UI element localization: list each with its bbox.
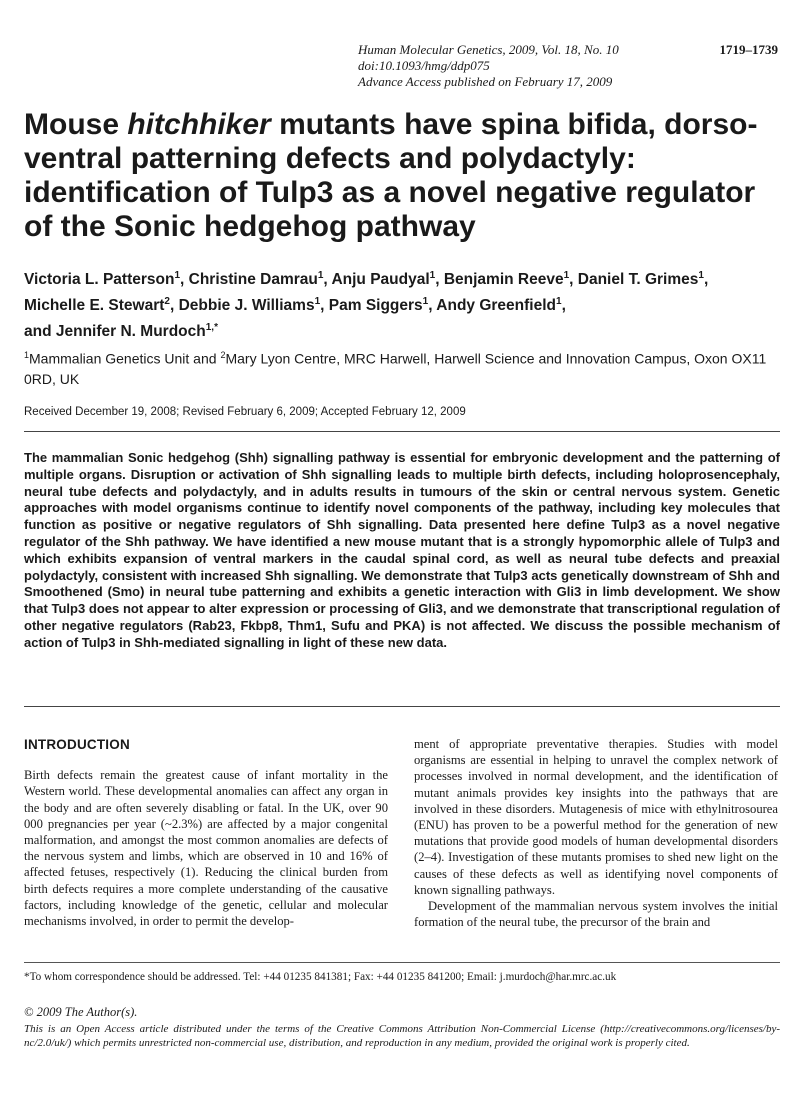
footnote-divider [24,962,780,963]
affiliation-marker-1: 1 [24,350,30,360]
license-statement: This is an Open Access article distributed under the terms of the Creative Commons Attribution Non-Commercial License (http://creativecommons.org/licenses/by-nc/2.0/uk/) which permits unrestricted non-commercial use, distribution, and reproduction in any medium, provided the original work is properly cited. [24,1023,780,1049]
paragraph: Birth defects remain the greatest cause of infant mortality in the Western world. These developmental anomalies can affect any organ in the body and are often severely disabling or fatal. In the UK, over 90 000 pregnancies per year (~2.3%) are affected by a major congenital malformation, and amongst the most common anomalies are defects of the nervous system and limbs, which are observed in 10 and 16% of affected fetuses, respectively (1). Reducing the clinical burden from birth defects requires a more complete understanding of the causative factors, including knowledge of the genetic, cellular and molecular mechanisms involved, in order to permit the develop- [24,768,388,929]
author-affiliation-marker: 1,* [205,322,218,334]
author-affiliation-marker: 1 [556,296,562,308]
divider [24,431,780,432]
title-italic: hitchhiker [127,108,271,141]
title-part1: Mouse [24,108,128,141]
author-name: Jennifer N. Murdoch [55,323,206,341]
author-list: Victoria L. Patterson$^1$, Christine Damrau$^1$, Anju Paudyal$^1$, Benjamin Reeve$^1$, Daniel T. Grimes$^1$, Michelle E. Stewart$^2$, Debbie J. Williams$^1$, Pam Siggers$^1$, Andy Greenfield$^1$, and Jennifer N. Murdoch$^{1,*}$ [24,270,709,341]
title-part2: mutants have spina bifida, dorso-ventral patterning defects and polydactyly: identification of Tulp3 as a novel negative regulator of the Sonic hedgehog pathway [24,108,758,243]
author-name: Anju Paudyal [331,271,430,289]
author-name: Debbie J. Williams [178,297,315,315]
journal-citation: Human Molecular Genetics, 2009, Vol. 18, No. 10 [358,42,619,57]
doi: doi:10.1093/hmg/ddp075 [358,58,490,73]
author-name: Benjamin Reeve [443,271,564,289]
author-name: Daniel T. Grimes [577,271,699,289]
affiliation-unit-2: Mary Lyon Centre, MRC Harwell, Harwell Science and Innovation Campus, Oxon OX11 0RD, UK [24,350,767,387]
author-affiliation-marker: 1 [317,270,324,281]
author-affiliation-marker: 1 [174,270,181,281]
author-name: Victoria L. Patterson [24,271,175,289]
correspondence-footnote: *To whom correspondence should be addressed. Tel: +44 01235 841381; Fax: +44 01235 841200; Email: j.murdoch@har.mrc.ac.uk [24,971,617,983]
affiliation-unit-1: Mammalian Genetics Unit and [29,350,221,367]
author-affiliation-marker: 2 [164,296,170,308]
author-affiliation-marker: 1 [429,270,436,281]
author-affiliation-marker: 1 [314,296,321,308]
author-affiliation-marker: 1 [698,270,704,281]
journal-header [358,42,778,90]
section-heading-introduction: INTRODUCTION [24,737,130,752]
affiliation-marker-2: 2 [220,350,226,360]
copyright: © 2009 The Author(s). [24,1005,138,1019]
body-column-right [414,736,778,930]
author-name: Christine Damrau [188,271,318,289]
paragraph: Development of the mammalian nervous system involves the initial formation of the neural tube, the precursor of the brain and [414,899,778,930]
author-name: Michelle E. Stewart [24,297,165,315]
author-conjunction: and [24,323,56,341]
abstract: The mammalian Sonic hedgehog (Shh) signalling pathway is essential for embryonic development and the patterning of multiple organs. Disruption or activation of Shh signalling leads to multiple birth defects, including holoprosencephaly, neural tube defects and polydactyly, and in adults results in tumours of the skin or central nervous system. Genetic approaches with model organisms continue to identify novel components of the pathway, including key molecules that function as positive or negative regulators of Shh signalling. Data presented here define Tulp3 as a novel negative regulator of the Shh pathway. We have identified a new mouse mutant that is a strongly hypomorphic allele of Tulp3 and which exhibits expansion of ventral markers in the caudal spinal cord, as well as neural tube defects and preaxial polydactyly, consistent with increased Shh signalling. We demonstrate that Tulp3 acts genetically downstream of Shh and Smoothened (Smo) in neural tube patterning and exhibits a genetic interaction with Gli3 in limb development. We show that Tulp3 does not appear to alter expression or processing of Gli3, and we demonstrate that transcriptional regulation of other negative regulators (Rab23, Fkbp8, Thm1, Sufu and PKA) is not affected. We discuss the possible mechanism of action of Tulp3 in Shh-mediated signalling in light of these new data. [24,450,780,650]
body-column-left [24,736,388,929]
received-dates: Received December 19, 2008; Revised February 6, 2009; Accepted February 12, 2009 [24,406,466,418]
paragraph: ment of appropriate preventative therapies. Studies with model organisms are essential in helping to unravel the complex network of processes involved in normal development, and the identification of mutant animals provides key insights into the pathways that are involved in these disorders. Mutagenesis of mice with ethylnitrosourea (ENU) has proven to be a powerful method for the generation of new mutations that provide good models of human developmental disorders (2–4). Investigation of these mutants promises to shed new light on the causes of these defects as well as identifying novel components of known signalling pathways. [414,737,778,897]
affiliation [24,345,784,389]
divider [24,706,780,707]
advance-access: Advance Access published on February 17, 2009 [358,74,613,89]
author-name: Pam Siggers [328,297,423,315]
author-name: Andy Greenfield [436,297,556,315]
author-affiliation-marker: 1 [563,270,570,281]
page-range: 1719–1739 [719,42,778,57]
author-affiliation-marker: 1 [422,296,429,308]
article-title [24,108,784,244]
